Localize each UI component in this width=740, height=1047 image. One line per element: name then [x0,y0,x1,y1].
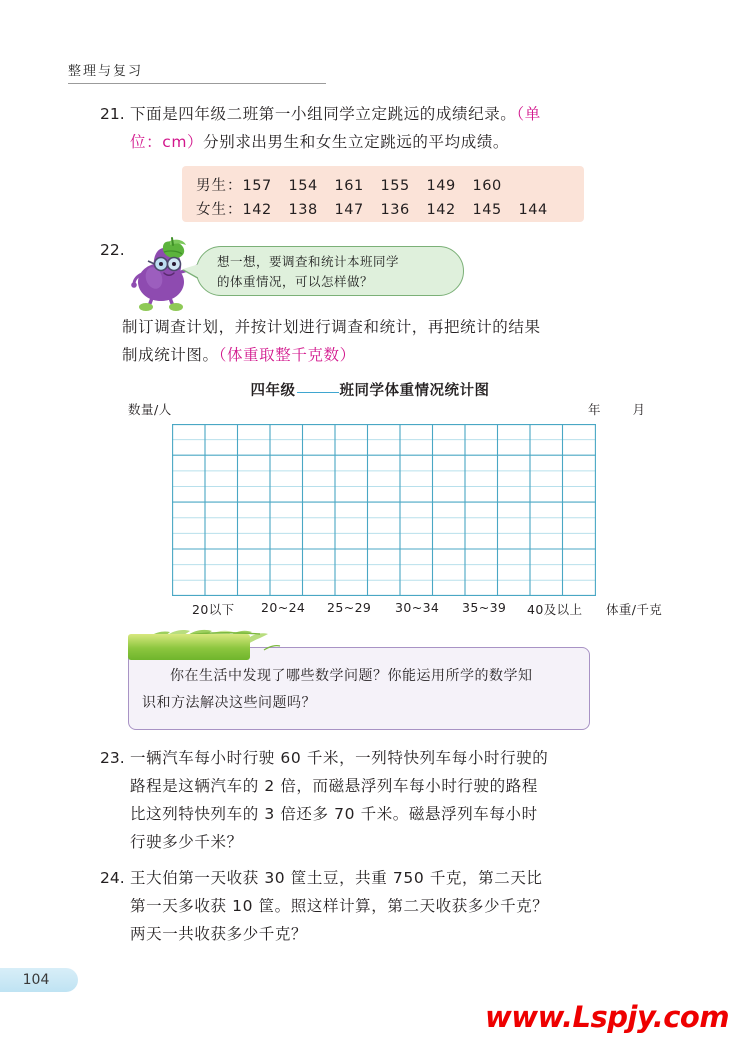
speech-bubble-text [217,252,453,292]
chart-y-axis-label: 数量/人 [128,402,172,417]
chart-title [0,379,740,400]
problem-23-line-4: 行驶多少千米？ [130,833,243,851]
problem-22-line-2 [122,341,541,369]
girls-value: 147 [334,202,364,218]
problem-24-line-3: 两天一共收获多少千克？ [130,925,308,943]
boys-value: 161 [334,178,364,194]
boys-value: 149 [426,178,456,194]
text-segment-accent: 位：cm） [130,133,204,151]
speech-bubble-line-1: 想一想，要调查和统计本班同学 [217,254,400,269]
boys-label: 男生： [196,178,243,194]
chart-x-tick-4: 35~39 [462,600,507,615]
problem-24-text [130,864,548,948]
girls-value: 136 [380,202,410,218]
problem-22 [96,236,130,264]
boys-value: 160 [472,178,502,194]
boys-value: 157 [242,178,272,194]
problem-23-line-1: 一辆汽车每小时行驶 60 千米，一列特快列车每小时行驶的 [130,749,549,767]
problem-23-number: 23. [100,749,125,767]
apply-section [128,634,590,730]
apply-banner [128,634,250,660]
page-header [68,60,668,84]
problem-21 [96,100,676,156]
problem-23-line-2: 路程是这辆汽车的 2 倍，而磁悬浮列车每小时行驶的路程 [130,777,538,795]
girls-value: 144 [518,202,548,218]
text-segment: 制成统计图。 [122,346,219,364]
problem-24-line-2: 第一天多收获 10 筐。照这样计算，第二天收获多少千克？ [130,897,549,915]
boys-value: 154 [288,178,318,194]
text-segment: 分别求出男生和女生立定跳远的平均成绩。 [203,133,510,151]
text-segment: 下面是四年级二班第一小组同学立定跳远的成绩纪录。 [130,105,517,123]
problem-24-line-1: 王大伯第一天收获 30 筐土豆，共重 750 千克，第二天比 [130,869,543,887]
problem-21-text [130,100,541,156]
girls-value: 138 [288,202,318,218]
girls-value: 142 [426,202,456,218]
speech-bubble [196,246,464,296]
girls-label: 女生： [196,202,243,218]
problem-22-line-1 [122,313,541,341]
chart-grid [172,424,596,596]
problem-23-text [130,744,548,856]
problem-23-line-3: 比这列特快列车的 3 倍还多 70 千米。磁悬浮列车每小时 [130,805,538,823]
problem-21-line-2 [130,128,541,156]
problem-22-text [122,313,541,369]
speech-bubble-line-2: 的体重情况，可以怎样做？ [217,274,374,289]
apply-text-line-2: 识和方法解决这些问题吗？ [142,695,316,711]
jump-data-panel [182,166,584,222]
chart-x-tick-5: 40及以上 [527,602,583,617]
page-number: 104 [22,972,50,988]
problem-21-number: 21. [100,105,125,123]
boys-data-row [196,174,519,195]
page-number-tab [0,968,78,992]
chart-x-tick-3: 30~34 [395,600,440,615]
text-segment-accent: （体重取整千克数） [218,346,356,364]
text-segment-accent: （单 [516,105,541,123]
chart-x-tick-1: 20~24 [261,600,306,615]
problem-22-number: 22. [100,241,125,259]
girls-data-row [196,198,565,219]
chart-title-prefix: 四年级 [250,383,296,399]
problem-21-line-1 [130,100,541,128]
running-head-text: 整理与复习 [68,64,144,79]
watermark: www.Lspjy.com [485,1000,730,1034]
girls-value: 145 [472,202,502,218]
chart-x-tick-0: 20以下 [192,602,235,617]
chart-title-suffix: 班同学体重情况统计图 [339,383,490,399]
chart-x-axis-labels [172,600,672,620]
boys-value: 155 [380,178,410,194]
problem-24-number: 24. [100,869,125,887]
chart-x-tick-2: 25~29 [327,600,372,615]
problem-23 [96,744,676,856]
chart-x-axis-title: 体重/千克 [606,602,663,617]
chart-title-blank [297,392,339,393]
chart-grid-svg [172,424,596,596]
girls-value: 142 [242,202,272,218]
text-segment: 制订调查计划，并按计划进行调查和统计，再把统计的结果 [122,318,541,336]
problem-24 [96,864,676,948]
apply-text-line-1: 你在生活中发现了哪些数学问题？你能运用所学的数学知 [170,668,533,684]
chart-date-label: 年 月 [588,402,659,417]
speech-bubble-tail [183,264,199,278]
apply-text [142,663,580,717]
header-divider [68,83,326,84]
